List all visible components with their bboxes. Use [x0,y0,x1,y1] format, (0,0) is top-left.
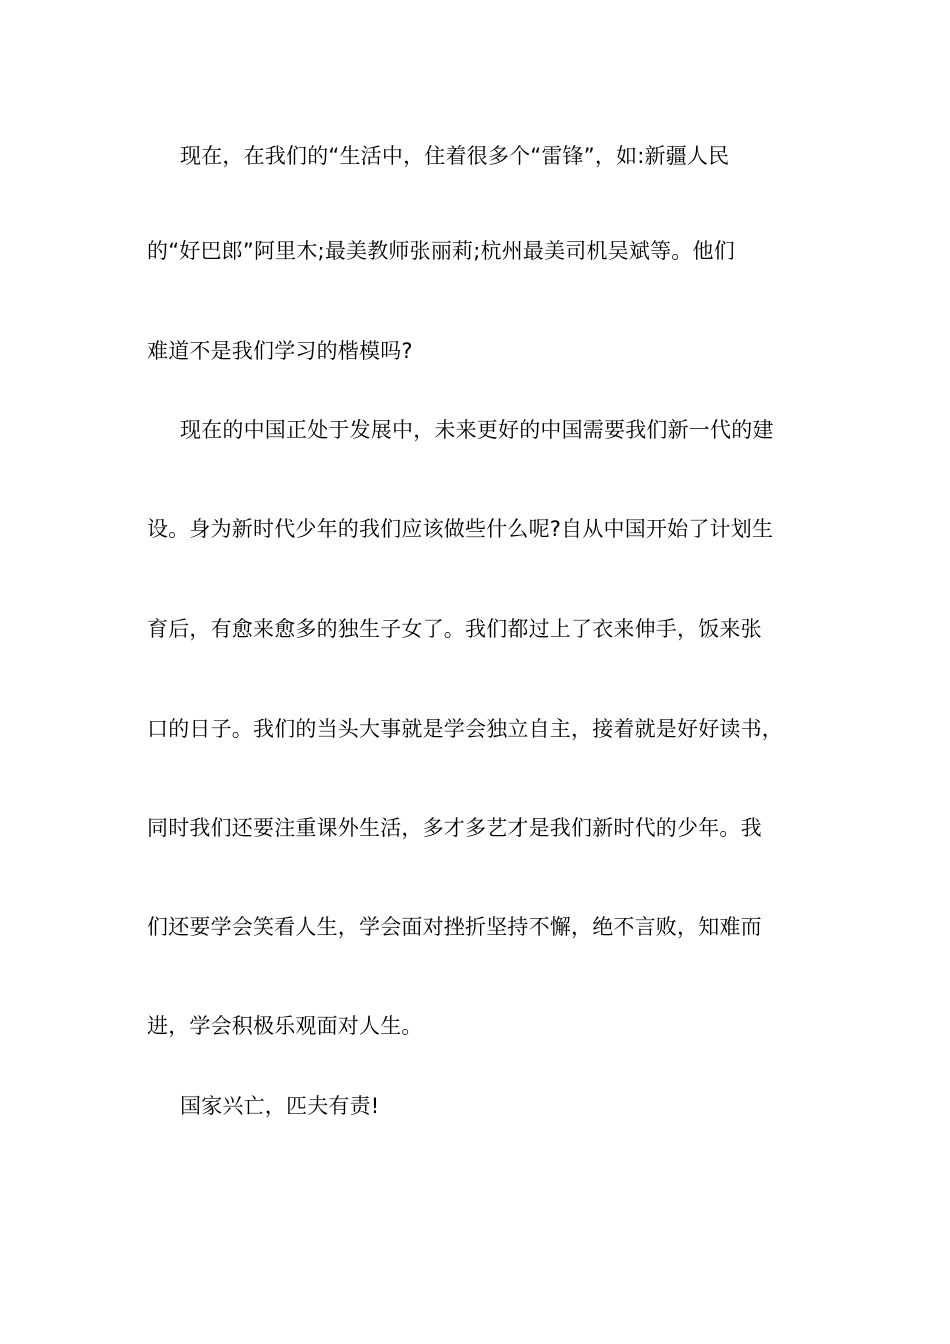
paragraph-1-line-3: 难道不是我们学习的楷模吗? [147,339,413,363]
paragraph-2-line-1: 现在的中国正处于发展中，未来更好的中国需要我们新一代的建 [180,418,774,442]
paragraph-2-line-5: 同时我们还要注重课外生活，多才多艺才是我们新时代的少年。我 [147,816,762,840]
paragraph-2-line-6: 们还要学会笑看人生，学会面对挫折坚持不懈，绝不言败，知难而 [147,915,762,939]
paragraph-2-line-4: 口的日子。我们的当头大事就是学会独立自主，接着就是好好读书， [147,717,783,741]
paragraph-3-line-1: 国家兴亡，匹夫有责! [180,1094,380,1118]
paragraph-2-line-7: 进，学会积极乐观面对人生。 [147,1014,423,1038]
paragraph-2-line-2: 设。身为新时代少年的我们应该做些什么呢?自从中国开始了计划生 [147,517,774,541]
paragraph-1-line-2: 的“好巴郎”阿里木;最美教师张丽莉;杭州最美司机吴斌等。他们 [147,239,735,263]
paragraph-1-line-1: 现在，在我们的“生活中，住着很多个“雷锋”，如:新疆人民 [180,144,730,168]
paragraph-2-line-3: 育后，有愈来愈多的独生子女了。我们都过上了衣来伸手，饭来张 [147,617,762,641]
